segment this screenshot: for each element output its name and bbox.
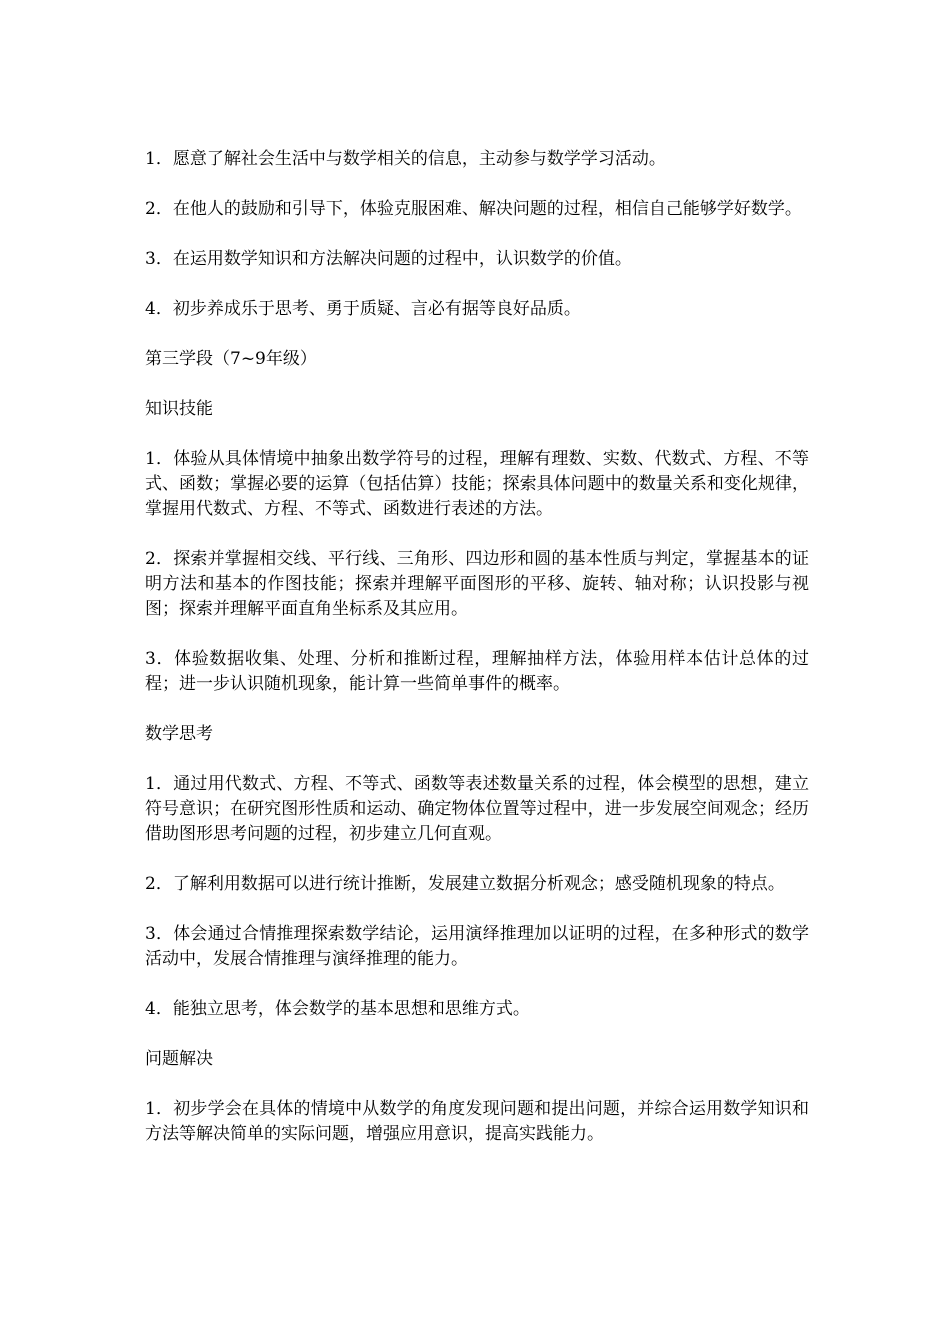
paragraph: 3．体验数据收集、处理、分析和推断过程，理解抽样方法，体验用样本估计总体的过程；进一步认识随机现象，能计算一些简单事件的概率。 [145, 649, 809, 694]
paragraph: 3．在运用数学知识和方法解决问题的过程中，认识数学的价值。 [145, 249, 632, 269]
paragraph: 1．通过用代数式、方程、不等式、函数等表述数量关系的过程，体会模型的思想，建立符号意识；在研究图形性质和运动、确定物体位置等过程中，进一步发展空间观念；经历借助图形思考问题的过程，初步建立几何直观。 [145, 774, 809, 844]
paragraph: 1．体验从具体情境中抽象出数学符号的过程，理解有理数、实数、代数式、方程、不等式、函数；掌握必要的运算（包括估算）技能；探索具体问题中的数量关系和变化规律，掌握用代数式、方程、不等式、函数进行表述的方法。 [145, 449, 809, 519]
paragraph: 4．初步养成乐于思考、勇于质疑、言必有据等良好品质。 [145, 299, 581, 319]
subsection-heading: 数学思考 [145, 724, 213, 744]
paragraph: 1．愿意了解社会生活中与数学相关的信息，主动参与数学学习活动。 [145, 149, 666, 169]
subsection-heading: 问题解决 [145, 1049, 213, 1069]
paragraph: 1．初步学会在具体的情境中从数学的角度发现问题和提出问题，并综合运用数学知识和方法等解决简单的实际问题，增强应用意识，提高实践能力。 [145, 1099, 809, 1144]
document-body [145, 147, 809, 1172]
paragraph: 2．在他人的鼓励和引导下，体验克服困难、解决问题的过程，相信自己能够学好数学。 [145, 199, 802, 219]
paragraph: 2．探索并掌握相交线、平行线、三角形、四边形和圆的基本性质与判定，掌握基本的证明方法和基本的作图技能；探索并理解平面图形的平移、旋转、轴对称；认识投影与视图；探索并理解平面直角坐标系及其应用。 [145, 549, 809, 619]
paragraph: 3．体会通过合情推理探索数学结论，运用演绎推理加以证明的过程，在多种形式的数学活动中，发展合情推理与演绎推理的能力。 [145, 924, 809, 969]
paragraph: 4．能独立思考，体会数学的基本思想和思维方式。 [145, 999, 530, 1019]
paragraph: 2．了解利用数据可以进行统计推断，发展建立数据分析观念；感受随机现象的特点。 [145, 874, 785, 894]
subsection-heading: 知识技能 [145, 399, 213, 419]
section-heading: 第三学段（7~9年级） [145, 349, 317, 369]
